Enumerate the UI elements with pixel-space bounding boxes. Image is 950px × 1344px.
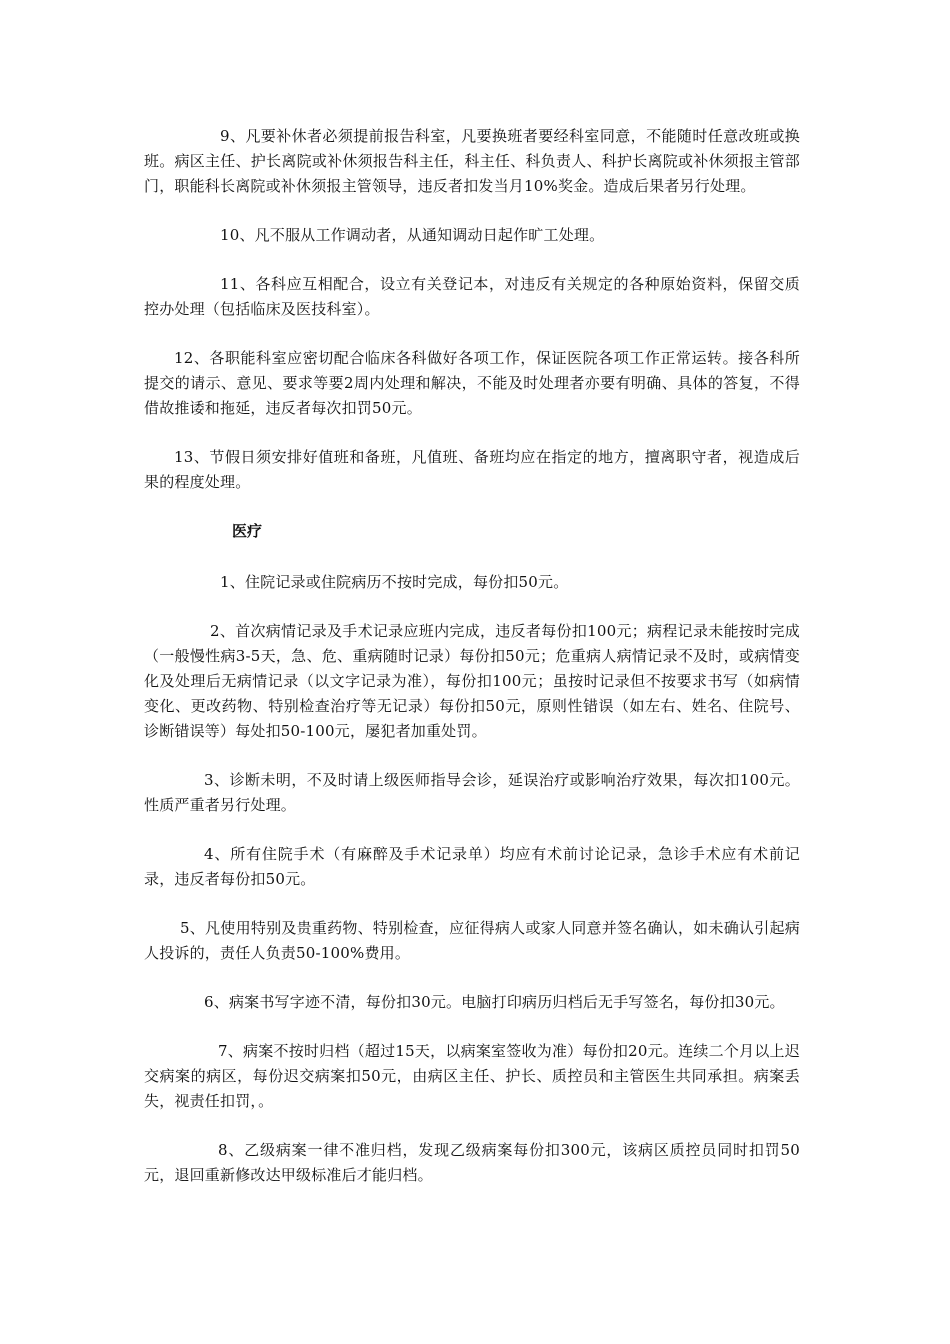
rule-paragraph: 10、凡不服从工作调动者，从通知调动日起作旷工处理。 [220,226,605,244]
medical-rule-paragraph: 6、病案书写字迹不清，每份扣30元。电脑打印病历归档后无手写签名，每份扣30元。 [204,993,785,1011]
rule-paragraph: 9、凡要补休者必须提前报告科室，凡要换班者要经科室同意，不能随时任意改班或换班。病区主任、护长离院或补休须报告科主任，科主任、科负责人、科护长离院或补休须报主管部门，职能科长离院或补休须报主管领导，违反者扣发当月10%奖金。造成后果者另行处理。 [144,127,800,195]
medical-rule-paragraph: 8、乙级病案一律不准归档，发现乙级病案每份扣300元，该病区质控员同时扣罚50元，退回重新修改达甲级标准后才能归档。 [144,1141,800,1184]
rule-paragraph: 12、各职能科室应密切配合临床各科做好各项工作，保证医院各项工作正常运转。接各科所提交的请示、意见、要求等要2周内处理和解决，不能及时处理者亦要有明确、具体的答复，不得借故推诿和拖延，违反者每次扣罚50元。 [144,349,800,417]
medical-rule-paragraph: 3、诊断未明，不及时请上级医师指导会诊，延误治疗或影响治疗效果，每次扣100元。性质严重者另行处理。 [144,771,800,814]
medical-rule-paragraph: 1、住院记录或住院病历不按时完成，每份扣50元。 [220,573,569,591]
medical-rule-paragraph: 5、凡使用特别及贵重药物、特别检查，应征得病人或家人同意并签名确认，如未确认引起病人投诉的，责任人负责50-100%费用。 [144,919,800,962]
section-heading-medical: 医疗 [232,522,263,540]
document-page [144,124,800,1212]
medical-rule-paragraph: 2、首次病情记录及手术记录应班内完成，违反者每份扣100元；病程记录未能按时完成（一般慢性病3-5天，急、危、重病随时记录）每份扣50元；危重病人病情记录不及时，或病情变化及处理后无病情记录（以文字记录为准），每份扣100元；虽按时记录但不按要求书写（如病情变化、更改药物、特别检查治疗等无记录）每份扣50元，原则性错误（如左右、姓名、住院号、诊断错误等）每处扣50-100元，屡犯者加重处罚。 [144,622,800,740]
medical-rule-paragraph: 4、所有住院手术（有麻醉及手术记录单）均应有术前讨论记录，急诊手术应有术前记录，违反者每份扣50元。 [144,845,800,888]
rule-paragraph: 11、各科应互相配合，设立有关登记本，对违反有关规定的各种原始资料，保留交质控办处理（包括临床及医技科室）。 [144,275,800,318]
medical-rule-paragraph: 7、病案不按时归档（超过15天，以病案室签收为准）每份扣20元。连续二个月以上迟交病案的病区，每份迟交病案扣50元，由病区主任、护长、质控员和主管医生共同承担。病案丢失，视责任扣罚，。 [144,1042,800,1110]
rule-paragraph: 13、节假日须安排好值班和备班，凡值班、备班均应在指定的地方，擅离职守者，视造成后果的程度处理。 [144,448,800,491]
